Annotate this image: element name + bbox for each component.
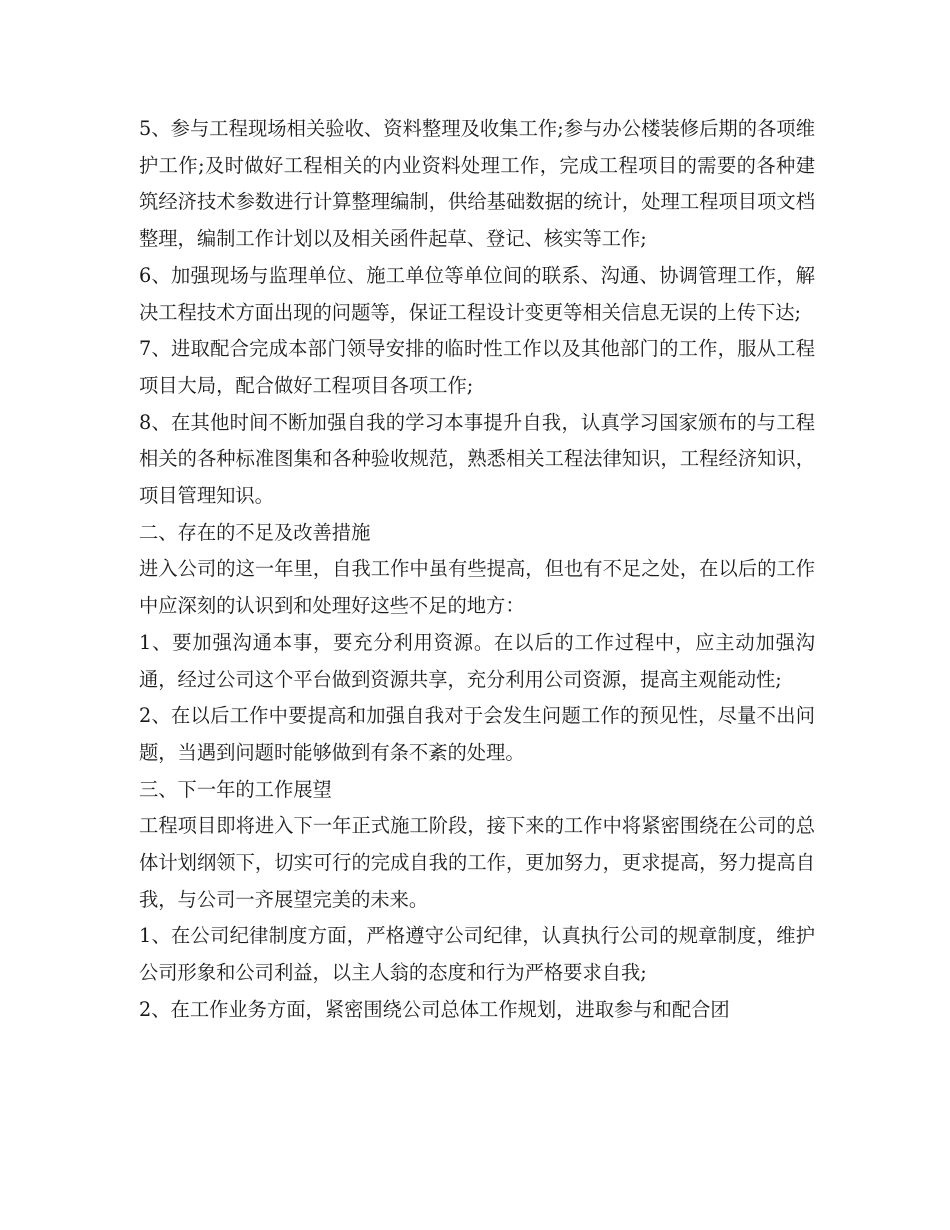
paragraph-item-6: 6、加强现场与监理单位、施工单位等单位间的联系、沟通、协调管理工作，解决工程技术方面出现的问题等，保证工程设计变更等相关信息无误的上传下达; [139,263,815,324]
document-body [139,111,815,1029]
paragraph-shortcoming-2: 2、在以后工作中要提高和加强自我对于会发生问题工作的预见性，尽量不出问题，当遇到问题时能够做到有条不紊的处理。 [139,704,815,764]
paragraph-item-5: 5、参与工程现场相关验收、资料整理及收集工作;参与办公楼装修后期的各项维护工作;及时做好工程相关的内业资料处理工作，完成工程项目的需要的各种建筑经济技术参数进行计算整理编制，供给基础数据的统计，处理工程项目项文档整理，编制工作计划以及相关函件起草、登记、核实等工作; [139,117,815,251]
paragraph-outlook-2: 2、在工作业务方面，紧密围绕公司总体工作规划，进取参与和配合团 [139,997,730,1021]
paragraph-shortcomings-intro: 进入公司的这一年里，自我工作中虽有些提高，但也有不足之处，在以后的工作中应深刻的认识到和处理好这些不足的地方： [139,557,815,618]
section-heading-shortcomings: 二、存在的不足及改善措施 [139,520,371,544]
paragraph-outlook-intro: 工程项目即将进入下一年正式施工阶段，接下来的工作中将紧密围绕在公司的总体计划纲领下，切实可行的完成自我的工作，更加努力，更求提高，努力提高自我，与公司一齐展望完美的未来。 [139,814,815,911]
paragraph-shortcoming-1: 1、要加强沟通本事，要充分利用资源。在以后的工作过程中，应主动加强沟通，经过公司这个平台做到资源共享，充分利用公司资源，提高主观能动性; [139,630,815,691]
section-heading-outlook: 三、下一年的工作展望 [139,777,332,801]
paragraph-item-8: 8、在其他时间不断加强自我的学习本事提升自我，认真学习国家颁布的与工程相关的各种标准图集和各种验收规范，熟悉相关工程法律知识，工程经济知识，项目管理知识。 [139,410,815,508]
paragraph-item-7: 7、进取配合完成本部门领导安排的临时性工作以及其他部门的工作，服从工程项目大局，配合做好工程项目各项工作; [139,337,815,397]
paragraph-outlook-1: 1、在公司纪律制度方面，严格遵守公司纪律，认真执行公司的规章制度，维护公司形象和公司利益，以主人翁的态度和行为严格要求自我; [139,924,815,985]
